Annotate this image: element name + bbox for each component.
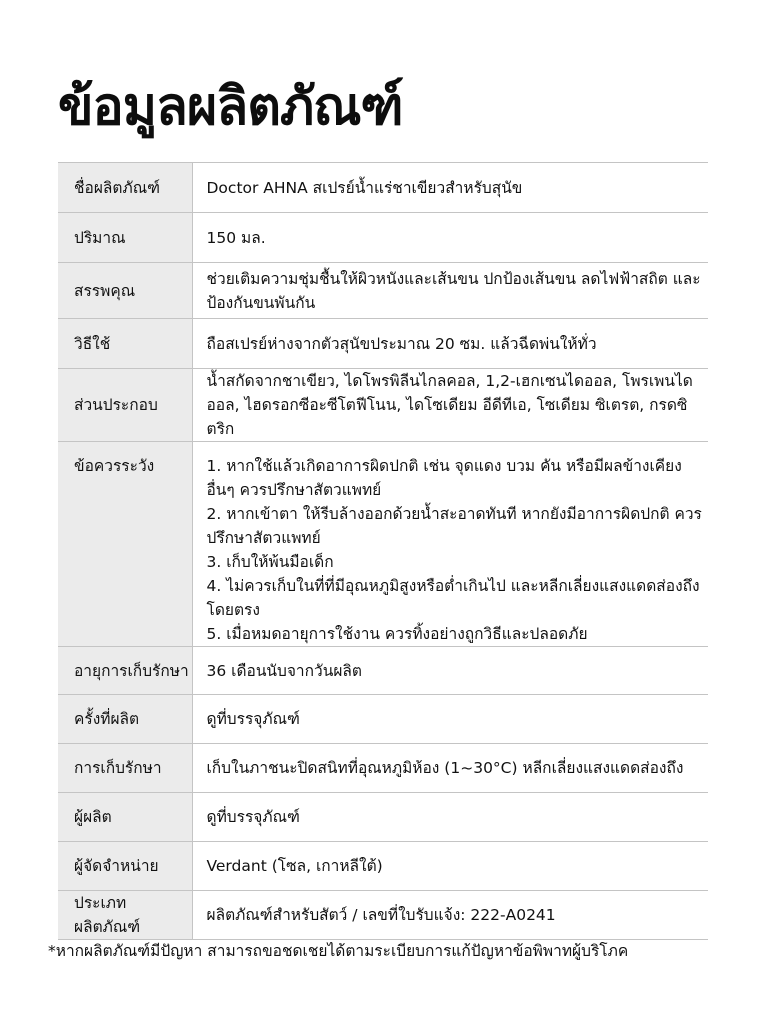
row-label-product-name: ชื่อผลิตภัณฑ์ xyxy=(58,163,192,213)
row-label-batch: ครั้งที่ผลิต xyxy=(58,695,192,744)
table-row xyxy=(58,744,708,793)
row-value-batch: ดูที่บรรจุภัณฑ์ xyxy=(192,695,708,744)
row-value-shelf-life: 36 เดือนนับจากวันผลิต xyxy=(192,647,708,695)
product-info-table xyxy=(58,162,708,940)
row-value-cautions xyxy=(192,442,708,647)
row-label-benefits: สรรพคุณ xyxy=(58,263,192,319)
table-row xyxy=(58,369,708,442)
table-row xyxy=(58,842,708,891)
table-row xyxy=(58,213,708,263)
table-row xyxy=(58,647,708,695)
row-label-product-type: ประเภทผลิตภัณฑ์ xyxy=(58,891,192,940)
row-value-storage: เก็บในภาชนะปิดสนิทที่อุณหภูมิห้อง (1~30°C) หลีกเลี่ยงแสงแดดส่องถึง xyxy=(192,744,708,793)
table-row xyxy=(58,891,708,940)
row-label-storage: การเก็บรักษา xyxy=(58,744,192,793)
row-label-shelf-life: อายุการเก็บรักษา xyxy=(58,647,192,695)
table-row xyxy=(58,263,708,319)
row-label-manufacturer: ผู้ผลิต xyxy=(58,793,192,842)
table-row xyxy=(58,695,708,744)
row-label-ingredients: ส่วนประกอบ xyxy=(58,369,192,442)
row-label-usage: วิธีใช้ xyxy=(58,319,192,369)
row-value-volume: 150 มล. xyxy=(192,213,708,263)
list-item: 3. เก็บให้พ้นมือเด็ก xyxy=(206,553,334,571)
table-row xyxy=(58,163,708,213)
row-value-product-name: Doctor AHNA สเปรย์น้ำแร่ชาเขียวสำหรับสุนัข xyxy=(192,163,708,213)
row-value-usage: ถือสเปรย์ห่างจากตัวสุนัขประมาณ 20 ซม. แล้วฉีดพ่นให้ทั่ว xyxy=(192,319,708,369)
cautions-list xyxy=(207,454,705,646)
page-title: ข้อมูลผลิตภัณฑ์ xyxy=(58,77,403,137)
row-value-product-type: ผลิตภัณฑ์สำหรับสัตว์ / เลขที่ใบรับแจ้ง: 222-A0241 xyxy=(192,891,708,940)
row-value-ingredients: น้ำสกัดจากชาเขียว, ไดโพรพิลีนไกลคอล, 1,2-เฮกเซนไดออล, โพรเพนไดออล, ไฮดรอกซีอะซีโตฟีโนน, ไดโซเดียม อีดีทีเอ, โซเดียม ซิเตรต, กรดซิตริก xyxy=(192,369,708,442)
footnote: *หากผลิตภัณฑ์มีปัญหา สามารถขอชดเชยได้ตามระเบียบการแก้ปัญหาข้อพิพาทผู้บริโภค xyxy=(48,942,629,960)
list-item: 4. ไม่ควรเก็บในที่ที่มีอุณหภูมิสูงหรือต่ำเกินไป และหลีกเลี่ยงแสงแดดส่องถึงโดยตรง xyxy=(206,577,700,619)
row-value-benefits: ช่วยเติมความชุ่มชื้นให้ผิวหนังและเส้นขน ปกป้องเส้นขน ลดไฟฟ้าสถิต และป้องกันขนพันกัน xyxy=(192,263,708,319)
table-row xyxy=(58,442,708,647)
table-row xyxy=(58,319,708,369)
row-value-distributor: Verdant (โซล, เกาหลีใต้) xyxy=(192,842,708,891)
list-item: 1. หากใช้แล้วเกิดอาการผิดปกติ เช่น จุดแดง บวม คัน หรือมีผลข้างเคียงอื่นๆ ควรปรึกษาสัตวแพทย์ xyxy=(206,457,682,499)
list-item: 2. หากเข้าตา ให้รีบล้างออกด้วยน้ำสะอาดทันที หากยังมีอาการผิดปกติ ควรปรึกษาสัตวแพทย์ xyxy=(206,505,702,547)
list-item: 5. เมื่อหมดอายุการใช้งาน ควรทิ้งอย่างถูกวิธีและปลอดภัย xyxy=(206,625,588,643)
row-label-volume: ปริมาณ xyxy=(58,213,192,263)
table-row xyxy=(58,793,708,842)
row-label-distributor: ผู้จัดจำหน่าย xyxy=(58,842,192,891)
row-label-cautions: ข้อควรระวัง xyxy=(58,442,192,647)
row-value-manufacturer: ดูที่บรรจุภัณฑ์ xyxy=(192,793,708,842)
